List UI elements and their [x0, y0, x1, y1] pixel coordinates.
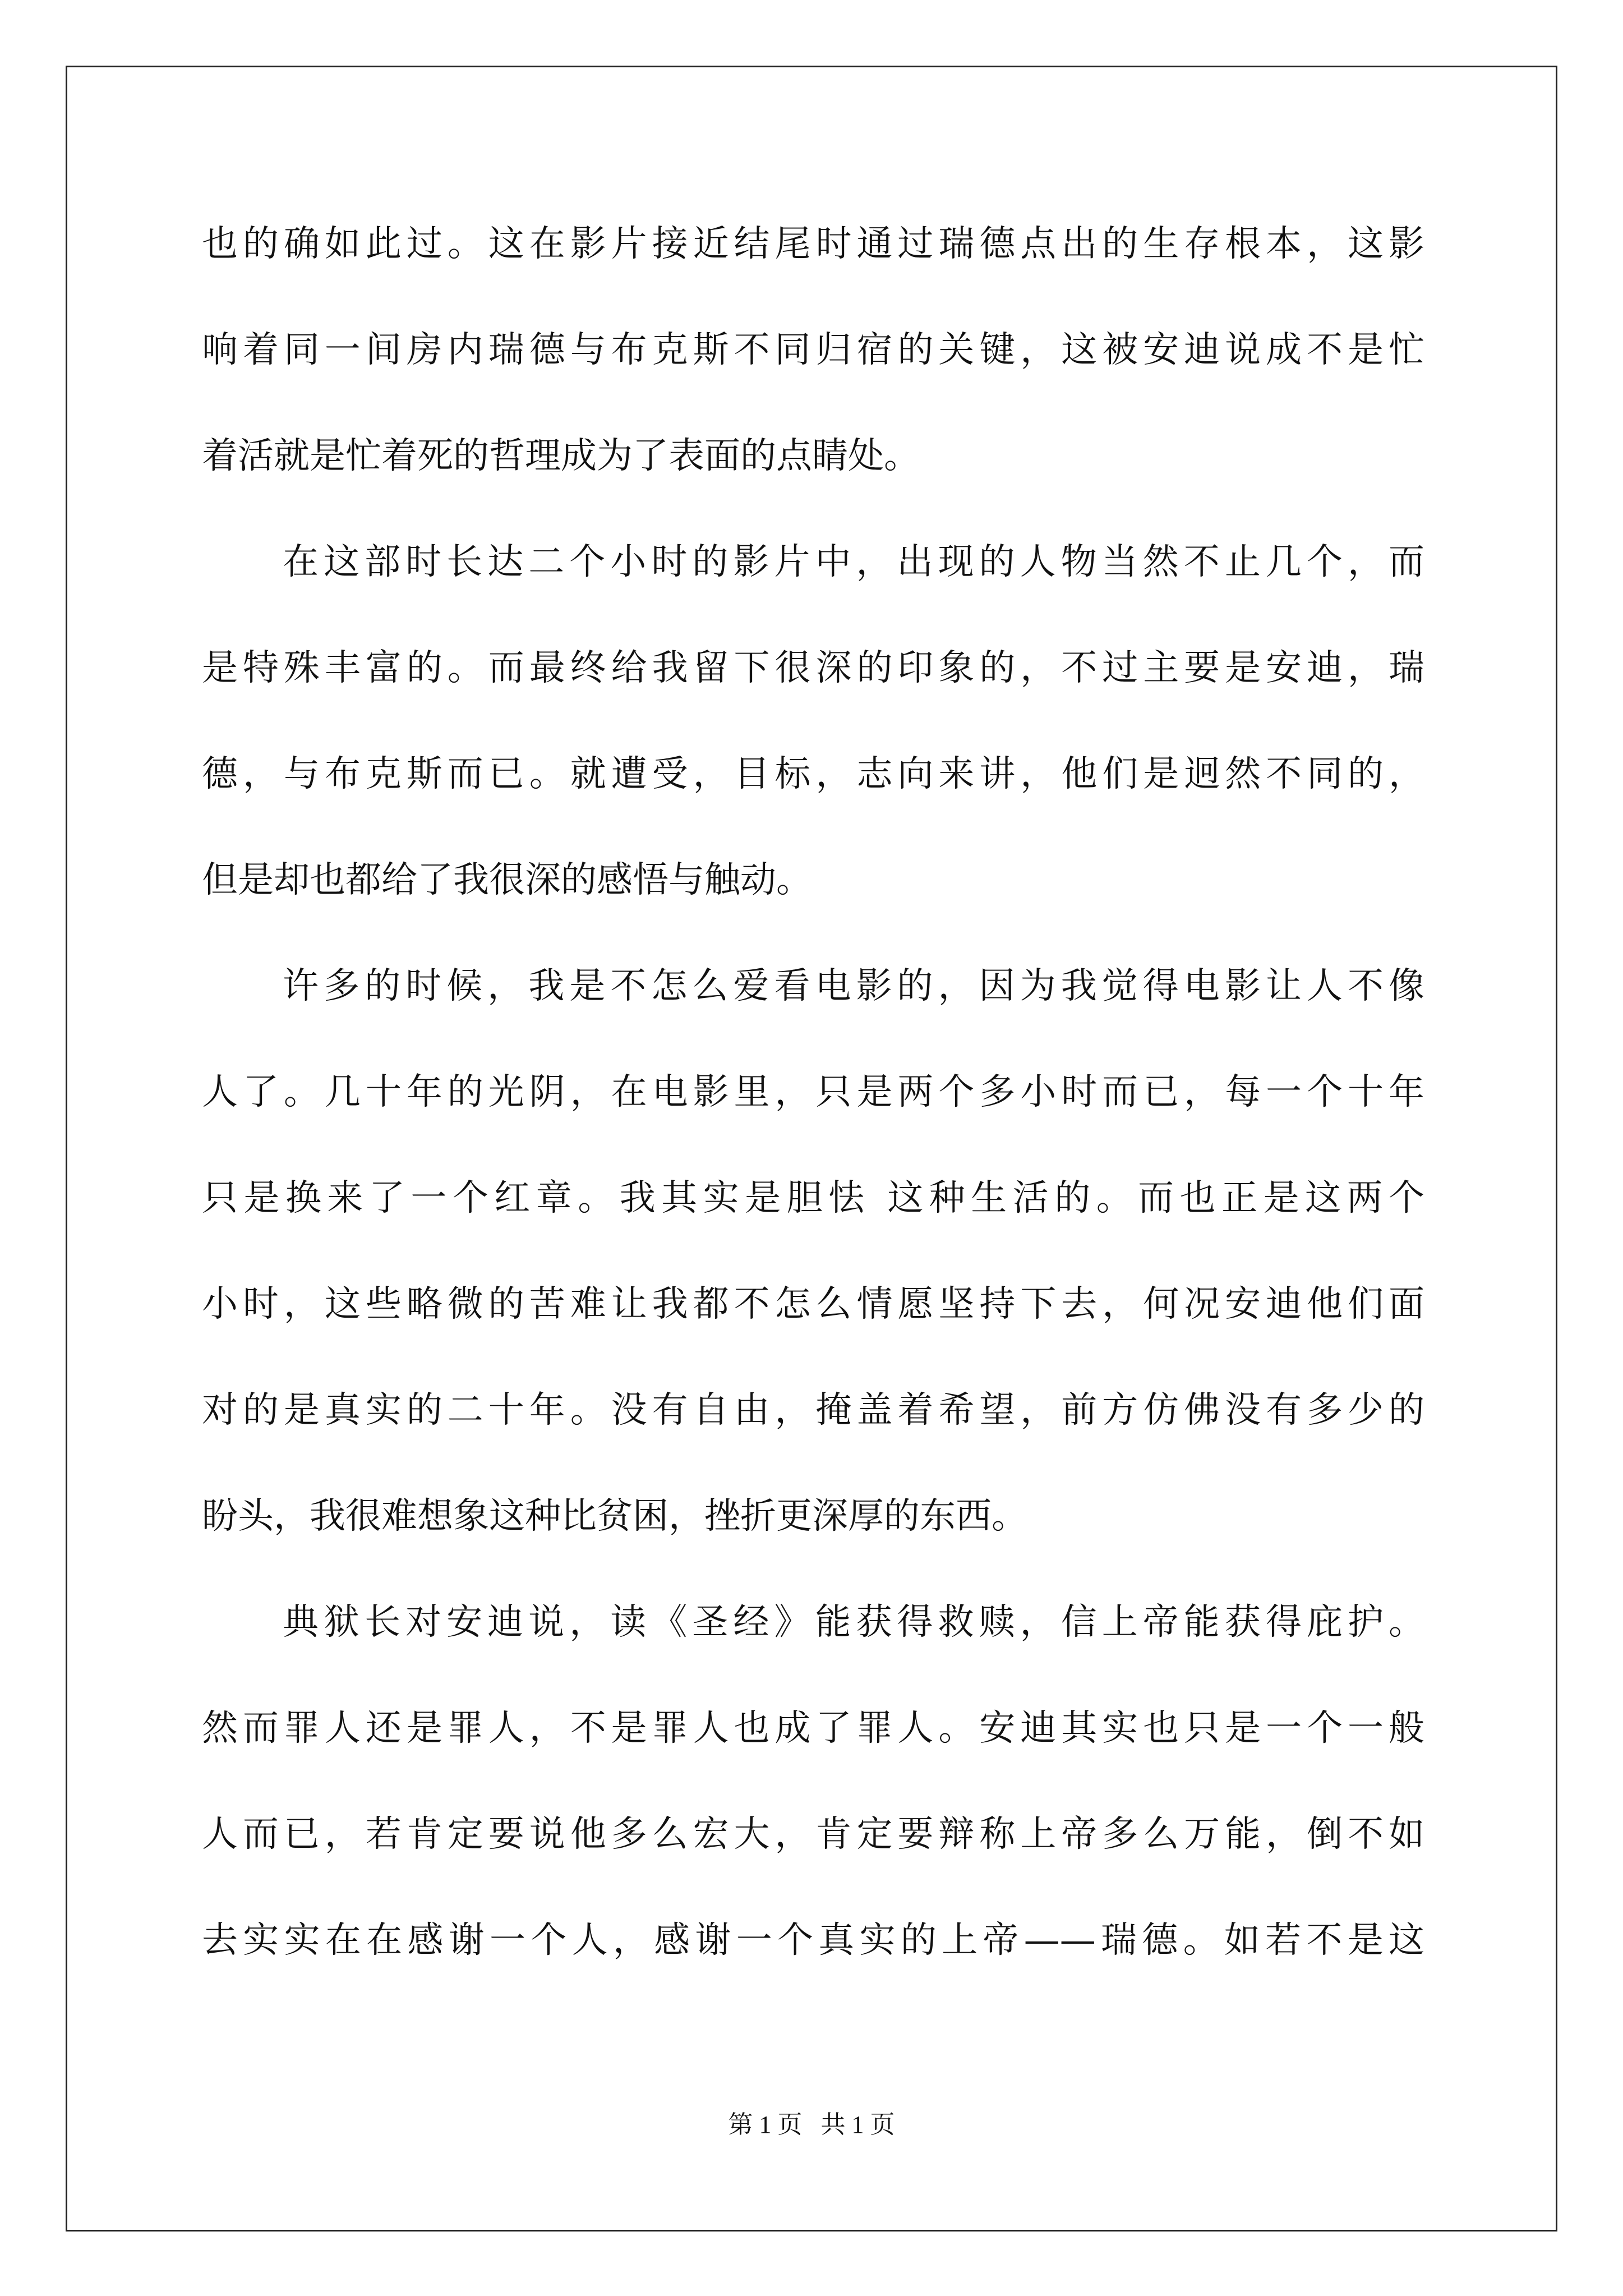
text-line: 人而已，若肯定要说他多么宏大，肯定要辩称上帝多么万能，倒不如 — [202, 1814, 1424, 1855]
text-line: 去实实在在感谢一个人，感谢一个真实的上帝——瑞德。如若不是这 — [202, 1920, 1424, 1961]
page-number-label: 第 1 页 共 1 页 — [728, 2111, 895, 2138]
page-border — [66, 66, 1557, 2231]
text-line: 是特殊丰富的。而最终给我留下很深的印象的，不过主要是安迪，瑞 — [202, 647, 1424, 689]
text-line: 也的确如此过。这在影片接近结尾时通过瑞德点出的生存根本，这影 — [202, 223, 1424, 265]
text-line: 许多的时候，我是不怎么爱看电影的，因为我觉得电影让人不像 — [283, 965, 1424, 1007]
text-line: 德，与布克斯而已。就遭受，目标，志向来讲，他们是迥然不同的， — [202, 753, 1424, 795]
text-line: 但是却也都给了我很深的感悟与触动。 — [202, 859, 812, 901]
text-line: 小时，这些略微的苦难让我都不怎么情愿坚持下去，何况安迪他们面 — [202, 1283, 1424, 1325]
text-line: 然而罪人还是罪人，不是罪人也成了罪人。安迪其实也只是一个一般 — [202, 1708, 1424, 1749]
text-line: 响着同一间房内瑞德与布克斯不同归宿的关键，这被安迪说成不是忙 — [202, 329, 1424, 371]
text-line: 人了。几十年的光阴，在电影里，只是两个多小时而已，每一个十年 — [202, 1071, 1424, 1113]
page-footer — [0, 2108, 1623, 2142]
text-line: 典狱长对安迪说，读《圣经》能获得救赎，信上帝能获得庇护。 — [283, 1602, 1424, 1643]
text-line: 盼头，我很难想象这种比贫困，挫折更深厚的东西。 — [202, 1496, 1027, 1537]
text-line: 着活就是忙着死的哲理成为了表面的点睛处。 — [202, 435, 920, 477]
text-line: 只是换来了一个红章。我其实是胆怯 这种生活的。而也正是这两个 — [202, 1177, 1424, 1219]
text-line: 在这部时长达二个小时的影片中，出现的人物当然不止几个，而 — [283, 541, 1424, 583]
text-line: 对的是真实的二十年。没有自由，掩盖着希望，前方仿佛没有多少的 — [202, 1389, 1424, 1431]
